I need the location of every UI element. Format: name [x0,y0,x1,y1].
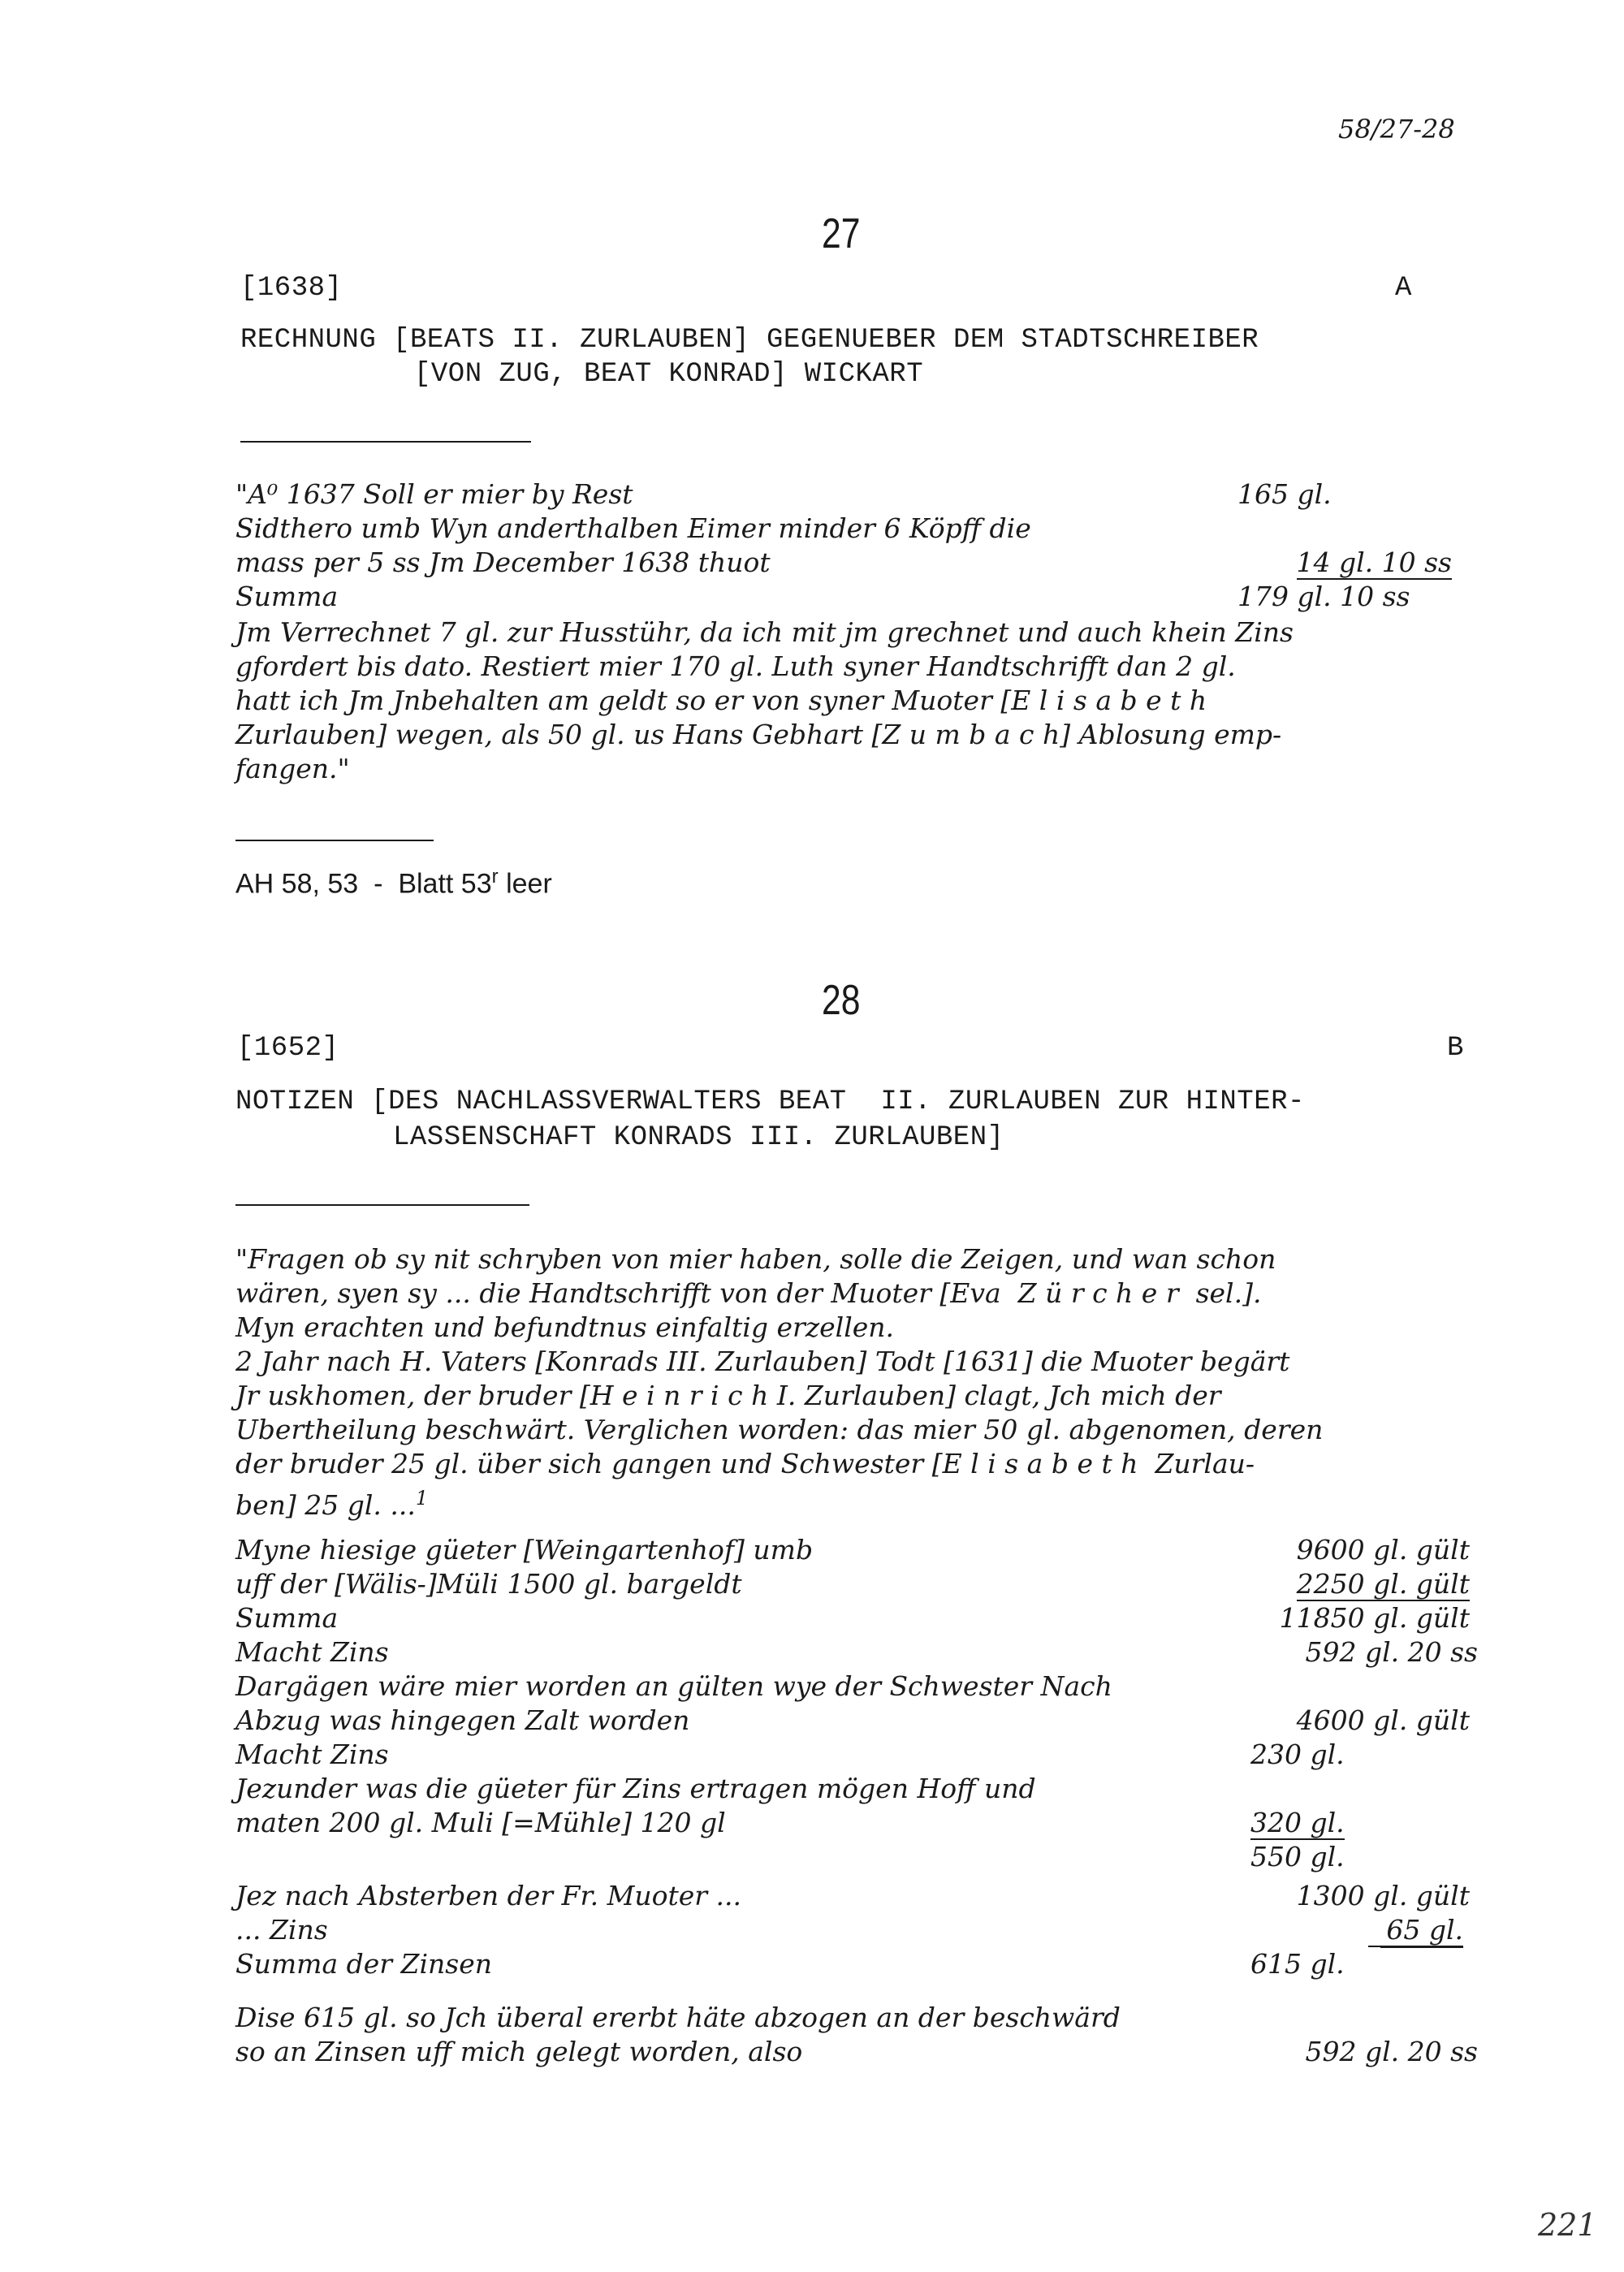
account-amount: 65 gl. [1250,1913,1463,1947]
document-number: 27 [822,210,861,257]
page-reference: 58/27-28 [1338,114,1455,145]
text-line: ben] 25 gl. ...$^1$ [235,1487,429,1521]
account-line: Summa der Zinsen [235,1948,492,1980]
account-line: Abzug was hingegen Zalt worden [235,1704,690,1736]
account-line: Myne hiesige güeter [Weingartenhof] umb [235,1534,814,1566]
text-line: Zurlauben] wegen, als 50 gl. us Hans Gebhart [Z u m b a c h] Ablosung emp- [235,719,1282,750]
account-amount: 14 gl. 10 ss [1296,546,1452,578]
account-line: Macht Zins [235,1739,389,1770]
document-date: [1652] [237,1033,339,1064]
account-line: Jez nach Absterben der Fr. Muoter ... [235,1880,742,1911]
account-amount: 592 gl. 20 ss [1305,1636,1478,1668]
account-sum: 179 gl. 10 ss [1237,581,1410,612]
underline-rule [1380,1946,1463,1948]
account-amount: 4600 gl. gült [1296,1704,1470,1736]
account-amount: 1300 gl. gült [1296,1880,1470,1911]
account-line: Macht Zins [235,1636,389,1668]
text-line: wären, syen sy ... die Handtschrifft von der Muoter [Eva Z ü r c h e r sel.]. [235,1277,1262,1309]
text-line: "Fragen ob sy nit schryben von mier haben, solle die Zeigen, und wan schon [235,1243,1276,1275]
source-reference: AH 58, 53 - Blatt 53$^r$ leer [235,866,552,900]
account-line: Sidthero umb Wyn anderthalben Eimer minder 6 Köpff die [235,512,1031,544]
handwritten-folio-number: 221 [1538,2207,1597,2243]
document-date: [1638] [240,273,343,304]
account-line: "A⁰ 1637 Soll er mier by Rest [235,478,633,510]
account-amount: 230 gl. [1250,1739,1345,1770]
document-title-line-1: RECHNUNG [BEATS II. ZURLAUBEN] GEGENUEBER DEM STADTSCHREIBER [240,325,1259,356]
account-line: uff der [Wälis-]Müli 1500 gl. bargeldt [235,1568,742,1600]
separator-rule [240,441,531,443]
text-line: Myn erachten und befundtnus einfaltig erzellen. [235,1311,895,1343]
text-line: Jm Verrechnet 7 gl. zur Husstühr, da ich mit jm grechnet und auch khein Zins [235,616,1294,648]
account-sum: 615 gl. [1250,1948,1345,1980]
account-line: Summa [235,1602,339,1634]
text-line: so an Zinsen uff mich gelegt worden, also [235,2036,803,2067]
footnote-rule [235,840,434,841]
text-line: 2 Jahr nach H. Vaters [Konrads III. Zurlauben] Todt [1631] die Muoter begärt [235,1345,1290,1377]
document-number: 28 [822,977,861,1024]
text-line: hatt ich Jm Jnbehalten am geldt so er von syner Muoter [E l i s a b e t h [235,685,1207,716]
account-line: Summa [235,581,339,612]
text-line: Dise 615 gl. so Jch überal ererbt häte abzogen an der beschwärd [235,2002,1121,2033]
account-amount: 9600 gl. gült [1296,1534,1470,1566]
document-letter: B [1447,1033,1464,1064]
account-line: maten 200 gl. Muli [=Mühle] 120 gl [235,1807,726,1838]
text-line: Ubertheilung beschwärt. Verglichen worden: das mier 50 gl. abgenomen, deren [235,1414,1324,1445]
account-subtotal: 550 gl. [1250,1841,1345,1872]
account-sum: 11850 gl. gült [1279,1602,1470,1634]
account-amount: 2250 gl. gült [1296,1568,1470,1600]
account-line: mass per 5 ss Jm December 1638 thuot [235,546,771,578]
text-line: der bruder 25 gl. über sich gangen und Schwester [E l i s a b e t h Zurlau- [235,1448,1255,1479]
footnote-mark: 1 [415,1487,429,1510]
account-line: Jezunder was die güeter für Zins ertragen mögen Hoff und [235,1773,1036,1804]
document-letter: A [1395,273,1412,304]
account-amount: 320 gl. [1250,1807,1345,1838]
account-line: Dargägen wäre mier worden an gülten wye der Schwester Nach [235,1670,1112,1702]
account-amount: 592 gl. 20 ss [1305,2036,1478,2067]
text-line: gfordert bis dato. Restiert mier 170 gl. Luth syner Handtschrifft dan 2 gl. [235,650,1236,682]
account-amount: 165 gl. [1237,478,1332,510]
text-line: fangen." [235,753,350,784]
text-line: Jr uskhomen, der bruder [H e i n r i c h I. Zurlauben] clagt, Jch mich der [235,1380,1221,1411]
document-title-line-1: NOTIZEN [DES NACHLASSVERWALTERS BEAT II. ZURLAUBEN ZUR HINTER- [235,1086,1305,1117]
document-title-line-2: LASSENSCHAFT KONRADS III. ZURLAUBEN] [393,1122,1004,1153]
separator-rule [235,1204,529,1206]
document-title-line-2: [VON ZUG, BEAT KONRAD] WICKART [414,359,924,390]
account-line: ... Zins [235,1914,328,1946]
